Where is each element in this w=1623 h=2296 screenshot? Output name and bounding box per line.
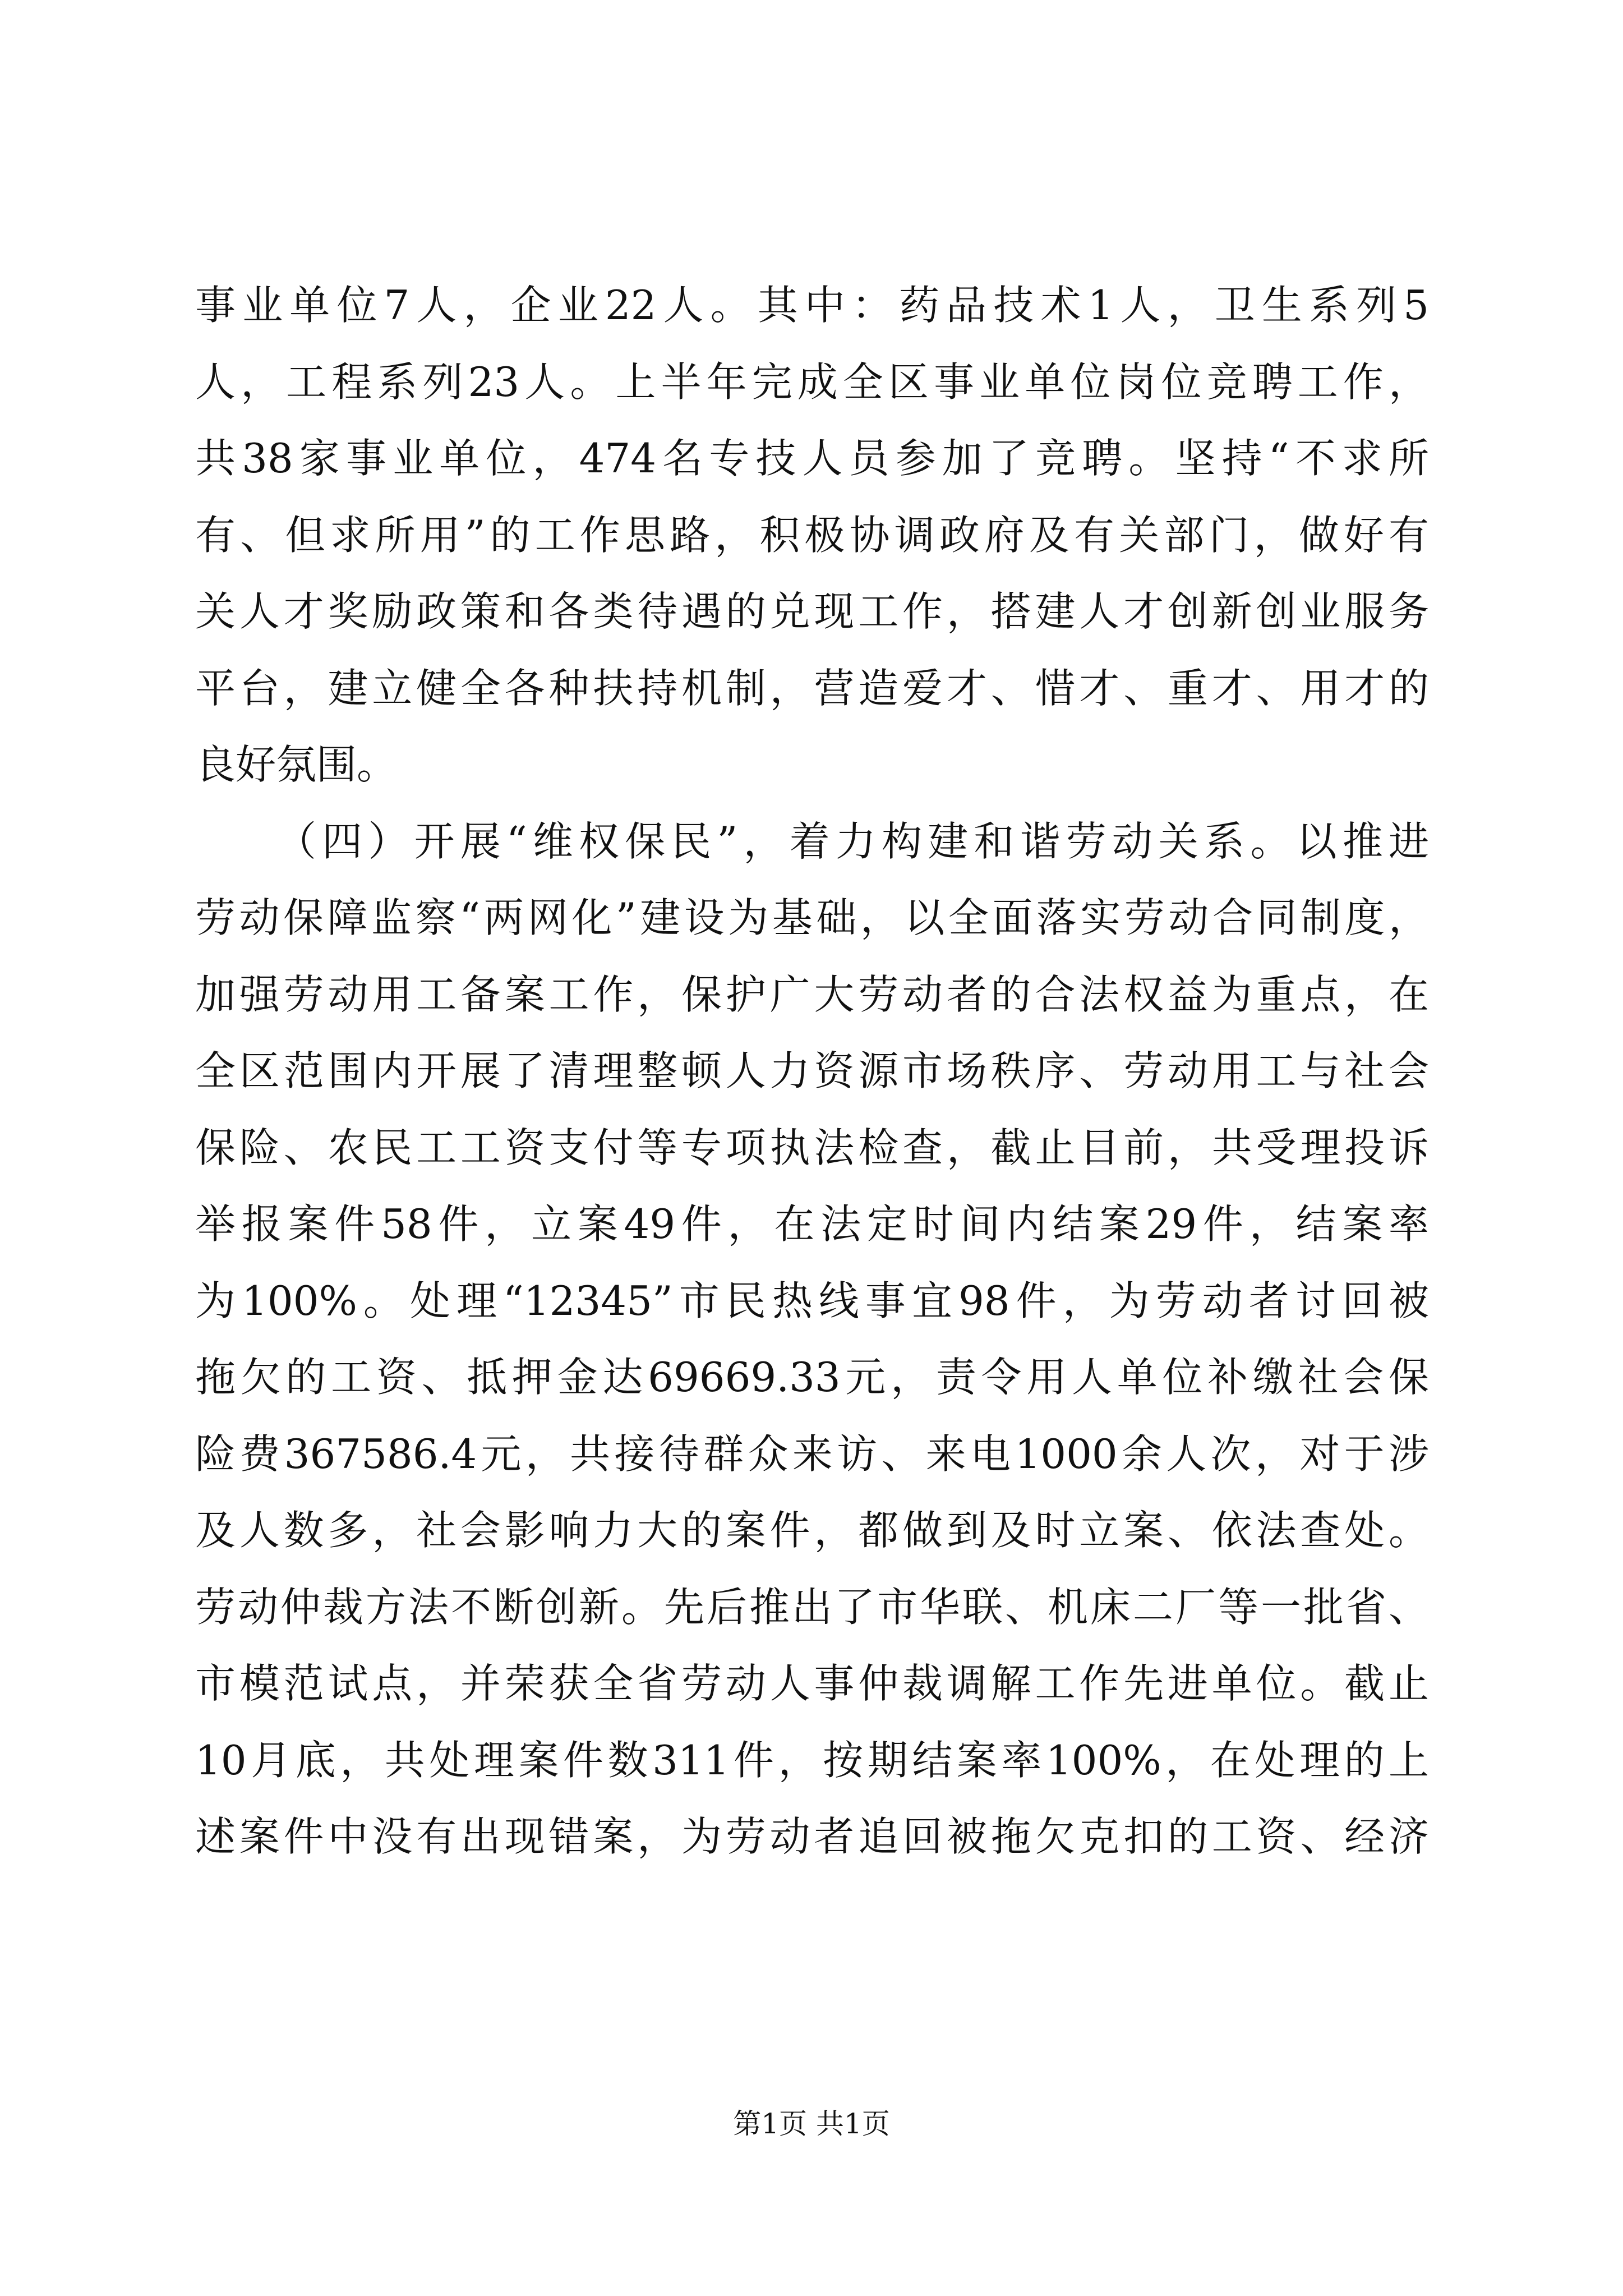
text-line: 关人才奖励政策和各类待遇的兑现工作，搭建人才创新创业服务: [195, 588, 1429, 635]
paragraph-1: [195, 267, 1429, 803]
text-line: 良好氛围。: [195, 741, 398, 788]
page-number-footer: 第1页 共1页: [733, 2108, 890, 2140]
text-line: 加强劳动用工备案工作，保护广大劳动者的合法权益为重点，在: [195, 970, 1429, 1018]
text-line: 10月底，共处理案件数311件，按期结案率100%，在处理的上: [195, 1736, 1429, 1784]
text-line: 共38家事业单位，474名专技人员参加了竞聘。坚持“不求所: [195, 435, 1429, 482]
text-line: 市模范试点，并荣获全省劳动人事仲裁调解工作先进单位。截止: [195, 1660, 1429, 1707]
text-line: 劳动仲裁方法不断创新。先后推出了市华联、机床二厂等一批省、: [195, 1583, 1429, 1631]
text-line: 平台，建立健全各种扶持机制，营造爱才、惜才、重才、用才的: [195, 664, 1429, 712]
paragraph-2: [195, 803, 1429, 1875]
text-line: 及人数多，社会影响力大的案件，都做到及时立案、依法查处。: [195, 1507, 1429, 1554]
document-body: [195, 267, 1429, 1875]
text-line: 劳动保障监察“两网化”建设为基础，以全面落实劳动合同制度，: [195, 894, 1429, 941]
text-line: 人，工程系列23人。上半年完成全区事业单位岗位竞聘工作，: [195, 358, 1429, 406]
text-line: （四）开展“维权保民”，着力构建和谐劳动关系。以推进: [276, 817, 1429, 865]
text-line: 事业单位7人，企业22人。其中：药品技术1人，卫生系列5: [195, 282, 1429, 329]
text-line: 拖欠的工资、抵押金达69669.33元，责令用人单位补缴社会保: [195, 1354, 1429, 1401]
text-line: 全区范围内开展了清理整顿人力资源市场秩序、劳动用工与社会: [195, 1047, 1429, 1094]
text-line: 举报案件58件，立案49件，在法定时间内结案29件，结案率: [195, 1200, 1429, 1248]
text-line: 述案件中没有出现错案，为劳动者追回被拖欠克扣的工资、经济: [195, 1813, 1429, 1860]
text-line: 有、但求所用”的工作思路，积极协调政府及有关部门，做好有: [195, 511, 1429, 559]
text-line: 保险、农民工工资支付等专项执法检查，截止目前，共受理投诉: [195, 1124, 1429, 1171]
text-line: 险费367586.4元，共接待群众来访、来电1000余人次，对于涉: [195, 1430, 1429, 1478]
text-line: 为100%。处理“12345”市民热线事宜98件，为劳动者讨回被: [195, 1277, 1429, 1324]
